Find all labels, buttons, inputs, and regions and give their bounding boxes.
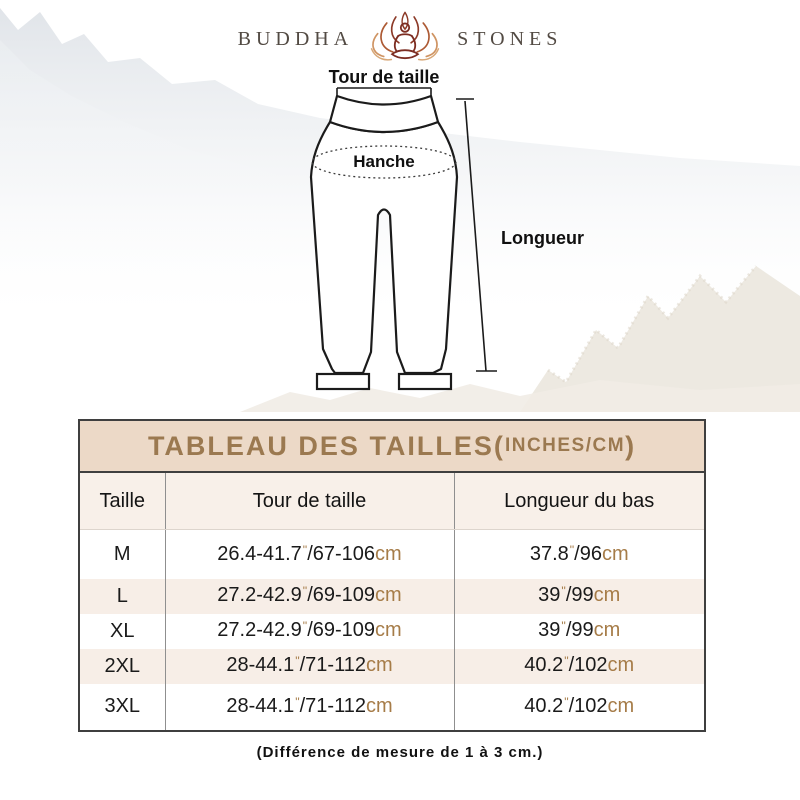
waist-centimeters: /69-109 <box>307 584 376 607</box>
cm-unit: cm <box>375 619 402 642</box>
inch-mark: " <box>295 654 300 669</box>
size-row <box>80 649 704 684</box>
hip-label: Hanche <box>353 152 415 171</box>
length-centimeters: /99 <box>565 584 594 607</box>
col-header-waist: Tour de taille <box>165 473 454 530</box>
size-table-body <box>80 530 704 730</box>
inch-mark: " <box>302 584 308 599</box>
table-title-main: TABLEAU DES TAILLES( <box>147 430 505 461</box>
inch-mark: " <box>561 584 566 599</box>
length-inches: 39 <box>538 619 561 642</box>
length-cell <box>454 579 704 614</box>
length-inches: 40.2 <box>524 654 564 677</box>
length-cell <box>454 649 704 684</box>
column-header-row <box>80 473 704 530</box>
cm-unit: cm <box>375 542 402 565</box>
length-cell <box>454 684 704 730</box>
size-row <box>80 530 704 579</box>
right-cuff <box>399 374 451 389</box>
cm-unit: cm <box>365 695 393 718</box>
waist-inches: 28-44.1 <box>226 695 295 718</box>
brand-name-right: STONES <box>457 27 563 50</box>
col-header-size: Taille <box>80 473 165 530</box>
waist-cell <box>165 684 454 730</box>
waist-cell <box>165 614 454 649</box>
size-label: L <box>116 584 128 607</box>
inch-mark: " <box>564 694 569 709</box>
length-centimeters: /96 <box>574 542 602 565</box>
length-centimeters: /102 <box>568 654 608 677</box>
size-row <box>80 684 704 730</box>
length-centimeters: /102 <box>568 695 608 718</box>
size-chart <box>80 473 704 730</box>
cm-unit: cm <box>365 654 393 677</box>
size-label: 3XL <box>104 695 141 717</box>
size-table <box>78 419 706 732</box>
waist-inches: 28-44.1 <box>226 654 295 677</box>
inch-mark: " <box>302 619 308 634</box>
waist-centimeters: /69-109 <box>307 619 376 642</box>
waist-centimeters: /67-106 <box>307 542 376 565</box>
table-title <box>80 421 704 473</box>
waist-centimeters: /71-112 <box>299 654 366 677</box>
inch-mark: " <box>569 542 575 557</box>
waist-inches: 27.2-42.9 <box>217 584 302 607</box>
cm-unit: cm <box>375 584 402 607</box>
cm-unit: cm <box>601 542 629 565</box>
inch-mark: " <box>295 694 300 709</box>
table-title-close: ) <box>625 430 637 461</box>
waist-inches: 27.2-42.9 <box>217 619 302 642</box>
size-row <box>80 614 704 649</box>
waist-cell <box>165 649 454 684</box>
length-cell <box>454 614 704 649</box>
inch-mark: " <box>561 619 566 634</box>
waist-inches: 26.4-41.7 <box>217 542 302 565</box>
cm-unit: cm <box>607 654 635 677</box>
waist-cell <box>165 530 454 579</box>
pants-waistband <box>330 96 438 132</box>
size-label: M <box>113 542 131 565</box>
measurement-note: (Différence de mesure de 1 à 3 cm.) <box>256 744 544 761</box>
inch-mark: " <box>302 542 308 557</box>
brand-name-left: BUDDHA <box>237 27 354 50</box>
left-cuff <box>317 374 369 389</box>
cm-unit: cm <box>593 584 621 607</box>
waist-cell <box>165 579 454 614</box>
waist-measure-bracket <box>337 88 431 97</box>
cm-unit: cm <box>607 695 635 718</box>
waist-label: Tour de taille <box>328 67 440 87</box>
col-header-length: Longueur du bas <box>454 473 704 530</box>
length-label: Longueur <box>501 228 584 248</box>
cm-unit: cm <box>593 619 621 642</box>
waist-centimeters: /71-112 <box>299 695 366 718</box>
inch-mark: " <box>564 654 569 669</box>
length-centimeters: /99 <box>565 619 594 642</box>
length-inches: 39 <box>538 584 561 607</box>
size-label: XL <box>110 619 135 642</box>
length-inches: 40.2 <box>524 695 564 718</box>
length-inches: 37.8 <box>529 542 569 565</box>
size-label: 2XL <box>104 654 141 677</box>
size-row <box>80 579 704 614</box>
table-title-units: INCHES/CM <box>504 435 626 456</box>
length-cell <box>454 530 704 579</box>
length-measure-line <box>456 99 497 371</box>
